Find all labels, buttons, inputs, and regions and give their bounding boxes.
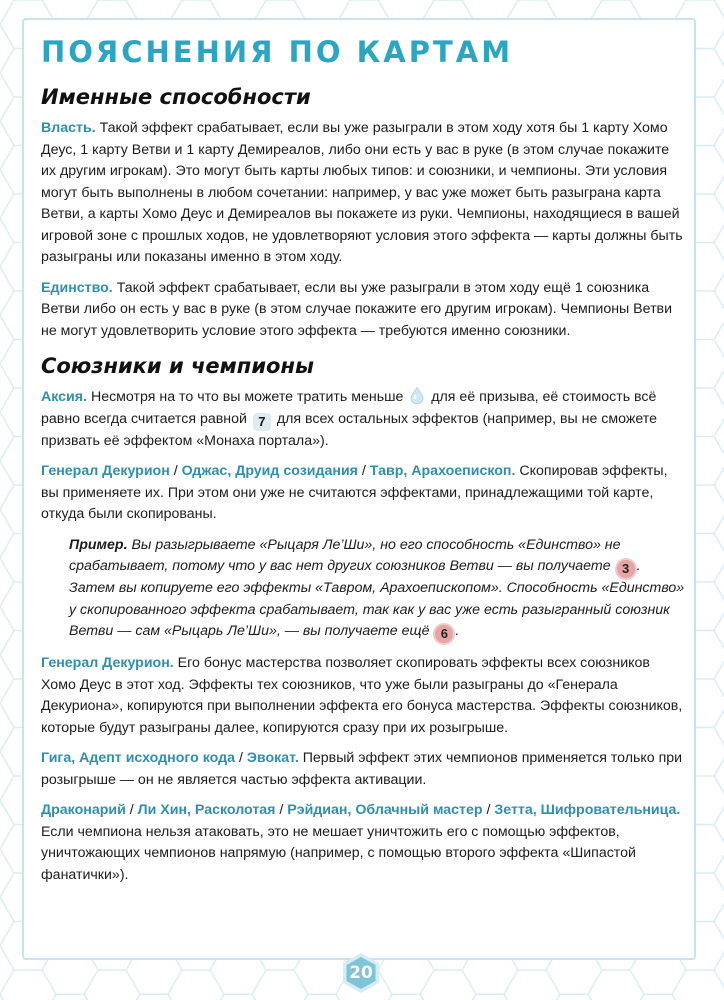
separator: / <box>482 802 495 818</box>
term-aksia: Аксия. <box>41 389 87 405</box>
term-tavr: Тавр, Арахоепископ. <box>369 463 516 479</box>
text-drakonary: Если чемпиона нельзя атаковать, это не мешает уничтожить его с помощью эффектов, уничтожающих чемпионов напрямую (например, с помощью второго эффекта «Шипастой фанатички»). <box>41 823 636 883</box>
term-li-hin: Ли Хин, Расколотая <box>137 802 276 818</box>
separator: / <box>125 802 138 818</box>
text-aksia-2: для её призыва, её стоимость всё равно всегда считается равной <box>41 389 657 427</box>
text-general-group: Скопировав эффекты, вы применяете их. При этом они уже не считаются эффектами, принадлежащими той карте, откуда были скопированы. <box>41 463 668 522</box>
paragraph-drakonary <box>41 800 686 886</box>
term-odzhas: Оджас, Друид созидания <box>181 463 358 479</box>
term-edinstvo: Единство. <box>41 279 113 296</box>
water-drop-icon <box>410 387 424 404</box>
paragraph-vlast <box>41 118 686 269</box>
paragraph-giga <box>41 748 686 791</box>
term-general: Генерал Декурион. <box>41 655 174 671</box>
section-title-allies: Союзники и чемпионы <box>41 354 314 378</box>
page-number <box>340 952 382 994</box>
example-text-1: Вы разыгрываете «Рыцаря Ле’Ши», но его способность «Единство» не срабатывает, потому что у вас нет других союзников Ветви — вы получаете <box>69 536 621 574</box>
cost-badge: 7 <box>253 413 271 431</box>
term-drakonary: Драконарий <box>41 802 126 818</box>
term-reydian: Рэйдиан, Облачный мастер <box>287 802 483 818</box>
term-zetta: Зетта, Шифровательница. <box>494 802 681 818</box>
separator: / <box>275 802 288 818</box>
term-giga: Гига, Адепт исходного кода <box>41 750 235 766</box>
separator: / <box>357 463 370 479</box>
combat-token-icon: 6 <box>435 625 453 643</box>
text-aksia-1: Несмотря на то что вы можете тратить меньше <box>87 389 408 405</box>
term-vlast: Власть. <box>41 120 96 136</box>
term-evokat: Эвокат. <box>246 750 299 766</box>
page-title: ПОЯСНЕНИЯ ПО КАРТАМ <box>41 35 514 69</box>
section-title-named-abilities: Именные способности <box>41 85 311 109</box>
paragraph-general <box>41 653 686 739</box>
example-block <box>69 535 686 644</box>
text-aksia-3: для всех остальных эффектов (например, вы не сможете призвать её эффектом «Монаха портала»). <box>41 410 658 449</box>
page-number-text: 20 <box>349 963 373 983</box>
text-vlast: Такой эффект срабатывает, если вы уже разыграли в этом ходу хотя бы 1 карту Хомо Деус, 1 карту Ветви и 1 карту Демиреалов, либо они есть у вас в руке (в этом случае покажите их другим игрокам). Это могут быть карты любых типов: и союзники, и чемпионы. Эти условия могут быть выполнены в любом сочетании: например, у вас уже может быть разыграна карта Ветви, а карты Хомо Деус и Демиреалов вы покажете из руки. Чемпионы, находящиеся в вашей игровой зоне с прошлых ходов, не удовлетворяют условия этого эффекта — карты должны быть разыграны или показаны именно в этом ходу. <box>41 120 683 265</box>
example-lead: Пример. <box>69 536 128 553</box>
term-general-dekurion: Генерал Декурион <box>41 463 170 479</box>
text-general: Его бонус мастерства позволяет скопировать эффекты всех союзников Хомо Деус в этот ход. Эффекты тех союзников, что уже были разыграны до «Генерала Декуриона», копируются при выполнении эффекта его бонуса мастерства. Эффекты союзников, которые будут разыграны далее, копируются сразу при их розыгрыше. <box>41 655 683 736</box>
example-text-2: . Затем вы копируете его эффекты «Тавром, Арахоепископом». Способность «Единство» у скопированного эффекта срабатывает, так как у вас уже есть разыгранный союзник Ветви — сам «Рыцарь Ле’Ши», — вы получаете ещё <box>69 558 685 639</box>
paragraph-aksia <box>41 387 686 452</box>
paragraph-general-group <box>41 461 686 526</box>
combat-token-icon: 3 <box>617 560 635 578</box>
text-giga: Первый эффект этих чемпионов применяется только при розыгрыше — он не является частью эффекта активации. <box>41 750 683 788</box>
separator: / <box>169 463 182 479</box>
example-text-3: . <box>455 623 460 639</box>
paragraph-edinstvo <box>41 278 686 343</box>
text-edinstvo: Такой эффект срабатывает, если вы уже разыграли в этом ходу ещё 1 союзника Ветви либо он есть у вас в руке (в этом случае покажите его другим игрокам). Чемпионы Ветви не могут удовлетворить условие этого эффекта — требуются именно союзники. <box>41 279 673 339</box>
page-content <box>41 30 686 895</box>
separator: / <box>235 750 247 766</box>
